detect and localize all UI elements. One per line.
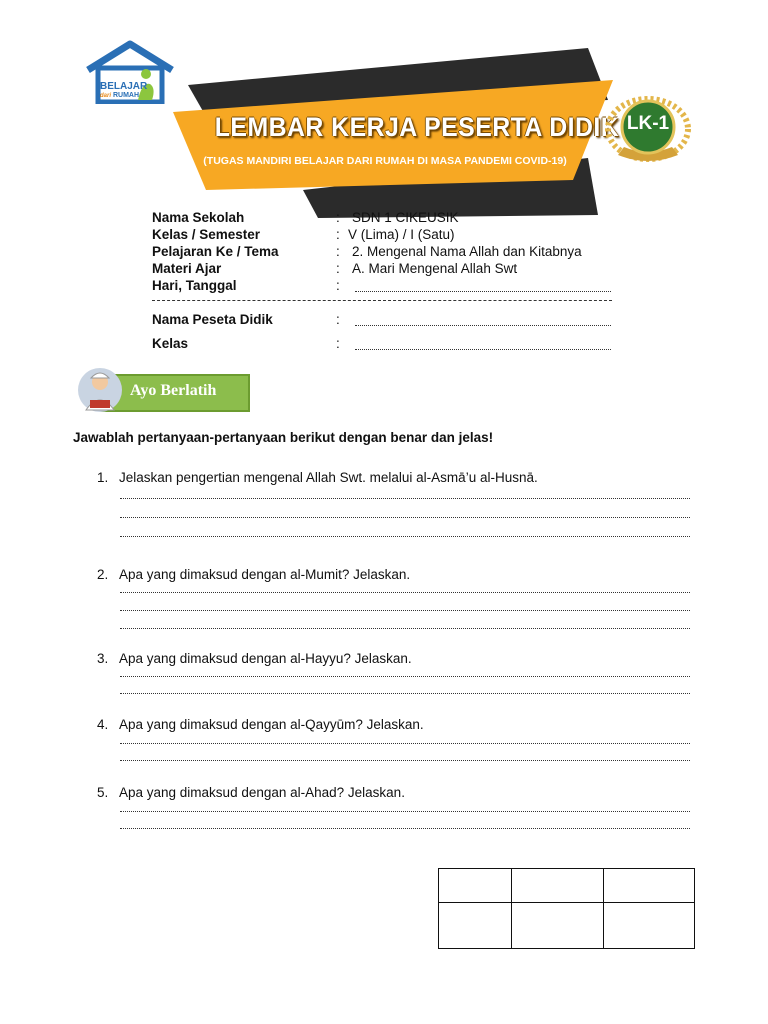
question-number: 4. [97, 717, 109, 732]
logo-line-2: dari RUMAH [100, 92, 140, 99]
question-number: 3. [97, 651, 109, 666]
banner-title: LEMBAR KERJA PESERTA DIDIK [214, 112, 620, 142]
colon: : [336, 244, 340, 259]
identity-row-date [152, 278, 622, 295]
question-text: Jelaskan pengertian mengenal Allah Swt. melalui al-Asmā’u al-Husnā. [119, 470, 538, 485]
score-cell[interactable] [439, 903, 512, 949]
label-material: Materi Ajar [152, 261, 222, 276]
answer-line-2-1[interactable] [120, 591, 690, 593]
logo-line-1: BELAJAR [100, 81, 148, 92]
colon: : [336, 336, 340, 351]
student-name-answer-line[interactable] [355, 314, 611, 326]
score-table-row [439, 869, 695, 903]
question-number: 1. [97, 470, 109, 485]
colon: : [336, 227, 340, 242]
student-row-class [152, 336, 622, 353]
colon: : [336, 278, 340, 293]
question-number: 2. [97, 567, 109, 582]
lk-badge-label: LK-1 [626, 113, 670, 134]
label-date: Hari, Tanggal [152, 278, 237, 293]
question-text: Apa yang dimaksud dengan al-Qayyūm? Jelaskan. [119, 717, 424, 732]
colon: : [336, 312, 340, 327]
value-school: SDN 1 CIKEUSIK [352, 210, 459, 225]
answer-line-3-1[interactable] [120, 675, 690, 677]
question-text: Apa yang dimaksud dengan al-Ahad? Jelaskan. [119, 785, 405, 800]
value-class-semester: V (Lima) / I (Satu) [348, 227, 455, 242]
value-lesson-theme: 2. Mengenal Nama Allah dan Kitabnya [352, 244, 582, 259]
section-label: Ayo Berlatih [130, 382, 217, 399]
question-text: Apa yang dimaksud dengan al-Hayyu? Jelaskan. [119, 651, 412, 666]
label-student-name: Nama Peseta Didik [152, 312, 273, 327]
label-lesson-theme: Pelajaran Ke / Tema [152, 244, 279, 259]
label-class-semester: Kelas / Semester [152, 227, 261, 242]
colon: : [336, 210, 340, 225]
identity-row-lesson-theme [152, 244, 622, 261]
answer-line-4-1[interactable] [120, 742, 690, 744]
date-answer-line[interactable] [355, 280, 611, 292]
score-table-row [439, 903, 695, 949]
answer-line-1-2[interactable] [120, 516, 690, 518]
answer-line-2-2[interactable] [120, 609, 690, 611]
colon: : [336, 261, 340, 276]
score-table [438, 868, 695, 949]
score-cell[interactable] [512, 903, 604, 949]
identity-row-class-semester [152, 227, 622, 244]
student-block [152, 312, 622, 353]
answer-line-2-3[interactable] [120, 627, 690, 629]
answer-line-4-2[interactable] [120, 759, 690, 761]
question-number: 5. [97, 785, 109, 800]
answer-line-3-2[interactable] [120, 692, 690, 694]
banner-subtitle: (TUGAS MANDIRI BELAJAR DARI RUMAH DI MASA PANDEMI COVID-19) [203, 155, 567, 167]
answer-line-1-3[interactable] [120, 535, 690, 537]
value-material: A. Mari Mengenal Allah Swt [352, 261, 518, 276]
score-cell[interactable] [604, 903, 695, 949]
answer-line-5-2[interactable] [120, 827, 690, 829]
label-student-class: Kelas [152, 336, 189, 351]
label-school: Nama Sekolah [152, 210, 245, 225]
answer-line-5-1[interactable] [120, 810, 690, 812]
question-text: Apa yang dimaksud dengan al-Mumit? Jelaskan. [119, 567, 411, 582]
identity-row-school [152, 210, 622, 227]
student-row-name [152, 312, 622, 336]
logo-text [100, 82, 147, 101]
identity-block [152, 210, 622, 295]
score-cell[interactable] [512, 869, 604, 903]
student-class-answer-line[interactable] [355, 338, 611, 350]
instruction-text: Jawablah pertanyaan-pertanyaan berikut dengan benar dan jelas! [73, 430, 494, 445]
score-cell[interactable] [604, 869, 695, 903]
identity-row-material [152, 261, 622, 278]
answer-line-1-1[interactable] [120, 497, 690, 499]
separator-line [152, 300, 612, 301]
score-cell[interactable] [439, 869, 512, 903]
